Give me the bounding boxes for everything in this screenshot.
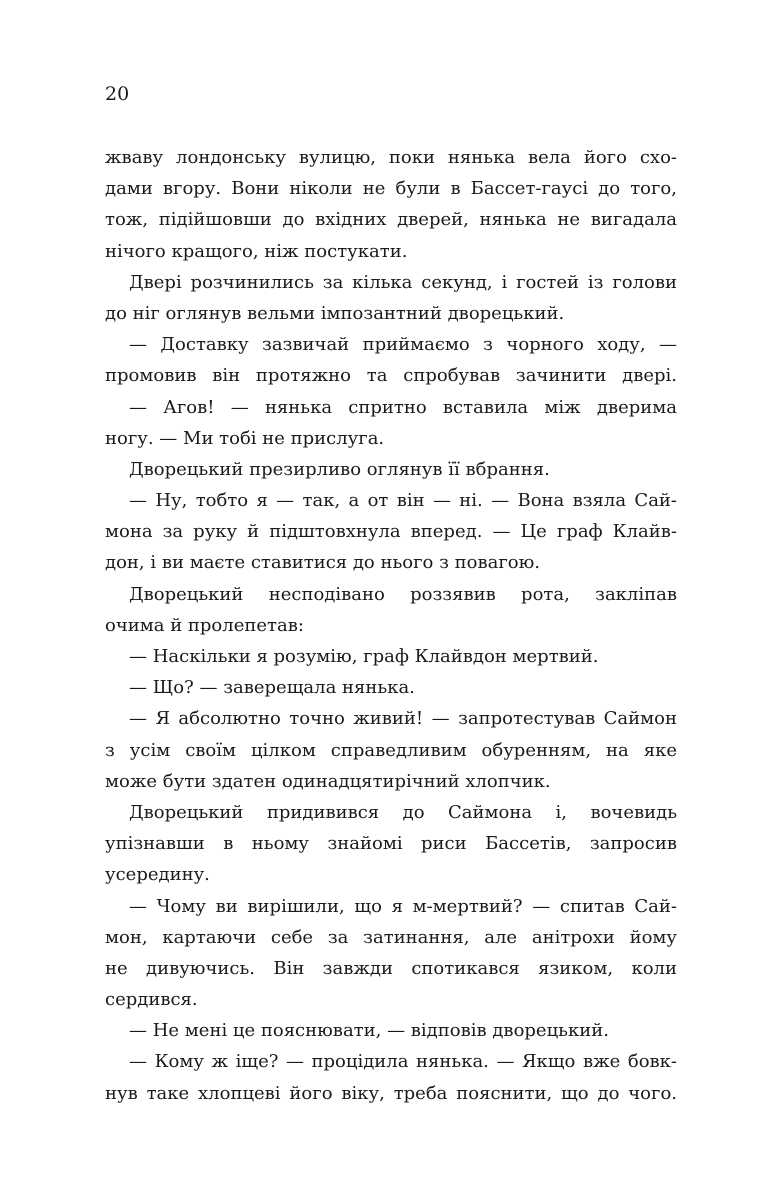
text-line: нічого кращого, ніж постукати. [105, 240, 408, 262]
text-line: мон, картаючи себе за затинання, але анітрохи йому [105, 926, 677, 948]
text-line: — Не мені це пояснювати, — відповів дворецький. [129, 1020, 609, 1042]
text-line: — Кому ж іще? — процідила нянька. — Якщо вже бовк- [129, 1051, 677, 1073]
text-line: Дворецький придивився до Саймона і, вочевидь [129, 801, 677, 823]
text-line: тож, підійшовши до вхідних дверей, нянька не вигадала [105, 209, 677, 231]
text-line: дами вгору. Вони ніколи не були в Бассет-гаусі до того, [105, 178, 677, 200]
text-line: — Що? — заверещала нянька. [129, 677, 415, 699]
text-line: промовив він протяжно та спробував зачинити двері. [105, 365, 677, 387]
text-line: нув таке хлопцеві його віку, треба пояснити, що до чого. [105, 1082, 677, 1104]
text-line: ногу. — Ми тобі не прислуга. [105, 427, 385, 449]
text-line: — Доставку зазвичай приймаємо з чорного ходу, — [129, 334, 677, 356]
text-line: — Ну, тобто я — так, а от він — ні. — Вона взяла Сай- [129, 490, 677, 512]
text-line: — Агов! — нянька спритно вставила між дверима [129, 396, 677, 418]
text-line: мона за руку й підштовхнула вперед. — Це граф Клайв- [105, 521, 677, 543]
text-line: очима й пролепетав: [105, 614, 304, 636]
text-line: дон, і ви маєте ставитися до нього з повагою. [105, 552, 541, 574]
text-line: — Чому ви вирішили, що я м-мертвий? — спитав Сай- [129, 895, 677, 917]
text-line: усередину. [105, 864, 210, 886]
text-line: може бути здатен одинадцятирічний хлопчик. [105, 770, 551, 792]
text-line: Дворецький презирливо оглянув її вбрання. [129, 458, 550, 480]
text-line: з усім своїм цілком справедливим обуренням, на яке [105, 739, 677, 761]
text-line: жваву лондонську вулицю, поки нянька вела його схо- [105, 147, 677, 168]
page-number: 20 [105, 83, 130, 105]
text-line: — Наскільки я розумію, граф Клайвдон мертвий. [129, 646, 599, 667]
text-line: сердився. [105, 989, 198, 1011]
text-line: упізнавши в ньому знайомі риси Бассетів, запросив [105, 833, 677, 855]
body-text [105, 142, 677, 1109]
text-line: не дивуючись. Він завжди спотикався язиком, коли [105, 957, 677, 979]
text-line: до ніг оглянув вельми імпозантний дворецький. [105, 302, 565, 324]
text-line: Дворецький несподівано роззявив рота, закліпав [129, 583, 677, 605]
text-line: Двері розчинились за кілька секунд, і гостей із голови [129, 271, 677, 293]
text-line: — Я абсолютно точно живий! — запротестував Саймон [129, 708, 677, 730]
